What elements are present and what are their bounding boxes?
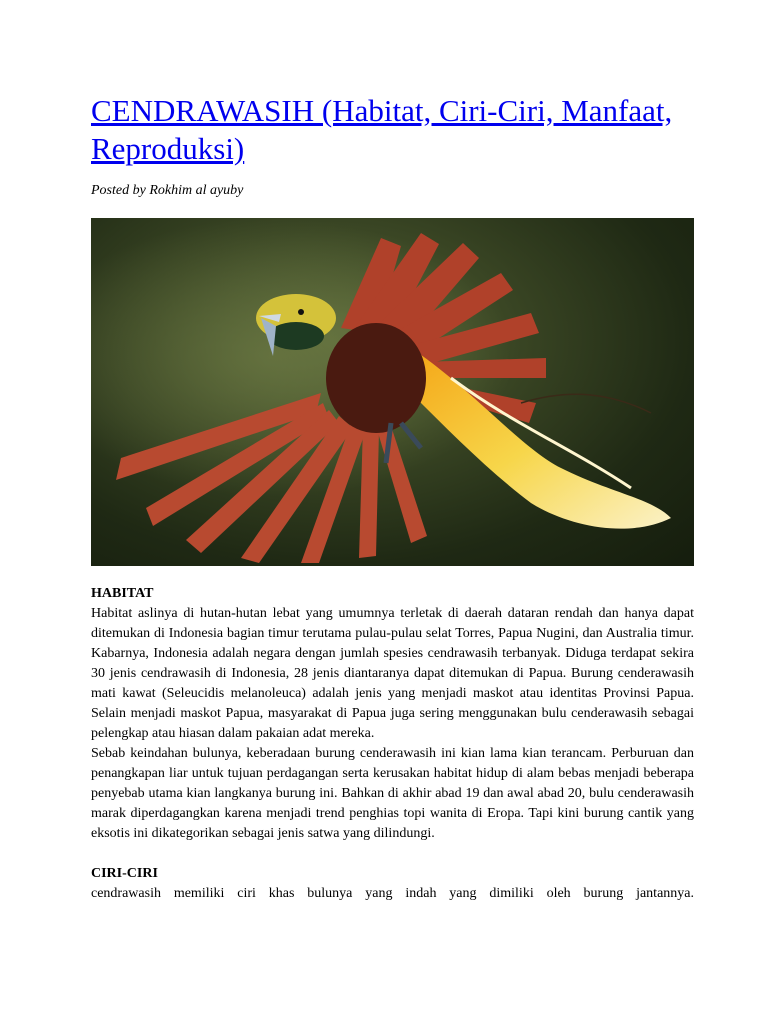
habitat-paragraph-3: Sebab keindahan bulunya, keberadaan burung cenderawasih ini kian lama kian terancam. Perburuan dan penangkapan liar untuk tujuan perdagangan serta kerusakan habitat hidup di alam bebas menjadi beberapa penyebab utama kian langkanya burung ini. Bahkan di akhir abad 19 dan awal abad 20, bulu cenderawasih marak diperdagangkan karena menjadi trend penghias topi wanita di Eropa. Tapi kini burung cantik yang eksotis ini dikategorikan sebagai jenis satwa yang dilindungi. — [91, 746, 694, 841]
section-heading-habitat: HABITAT — [91, 586, 154, 601]
article-body — [91, 584, 694, 904]
byline: Posted by Rokhim al ayuby — [91, 183, 244, 198]
ciri-paragraph-1: cendrawasih memiliki ciri khas bulunya yang indah yang dimiliki oleh burung jantannya. — [91, 886, 694, 901]
section-heading-ciri: CIRI-CIRI — [91, 866, 158, 881]
bird-body — [326, 323, 426, 433]
habitat-paragraph-2: Kabarnya, Indonesia adalah negara dengan jumlah spesies cendrawasih terbanyak. Diduga terdapat sekira 30 jenis cendrawasih di Indonesia, 28 jenis diantaranya dapat ditemukan di Papua. Burung cenderawasih mati kawat (Seleucidis melanoleuca) adalah jenis yang menjadi maskot atau identitas Provinsi Papua. Selain menjadi maskot Papua, masyarakat di Papua juga sering menggunakan bulu cenderawasih sebagai pelengkap atau hiasan dalam pakaian adat mereka. — [91, 646, 694, 741]
habitat-paragraph-1: Habitat aslinya di hutan-hutan lebat yang umumnya terletak di daerah dataran rendah dan hanya dapat ditemukan di Indonesia bagian timur terutama pulau-pulau selat Torres, Papua Nugini, dan Australia timur. — [91, 606, 694, 641]
bird-of-paradise-photo — [91, 218, 694, 566]
bird-illustration — [91, 218, 694, 566]
article-title-link[interactable]: CENDRAWASIH (Habitat, Ciri-Ciri, Manfaat, Reproduksi) — [91, 93, 673, 166]
